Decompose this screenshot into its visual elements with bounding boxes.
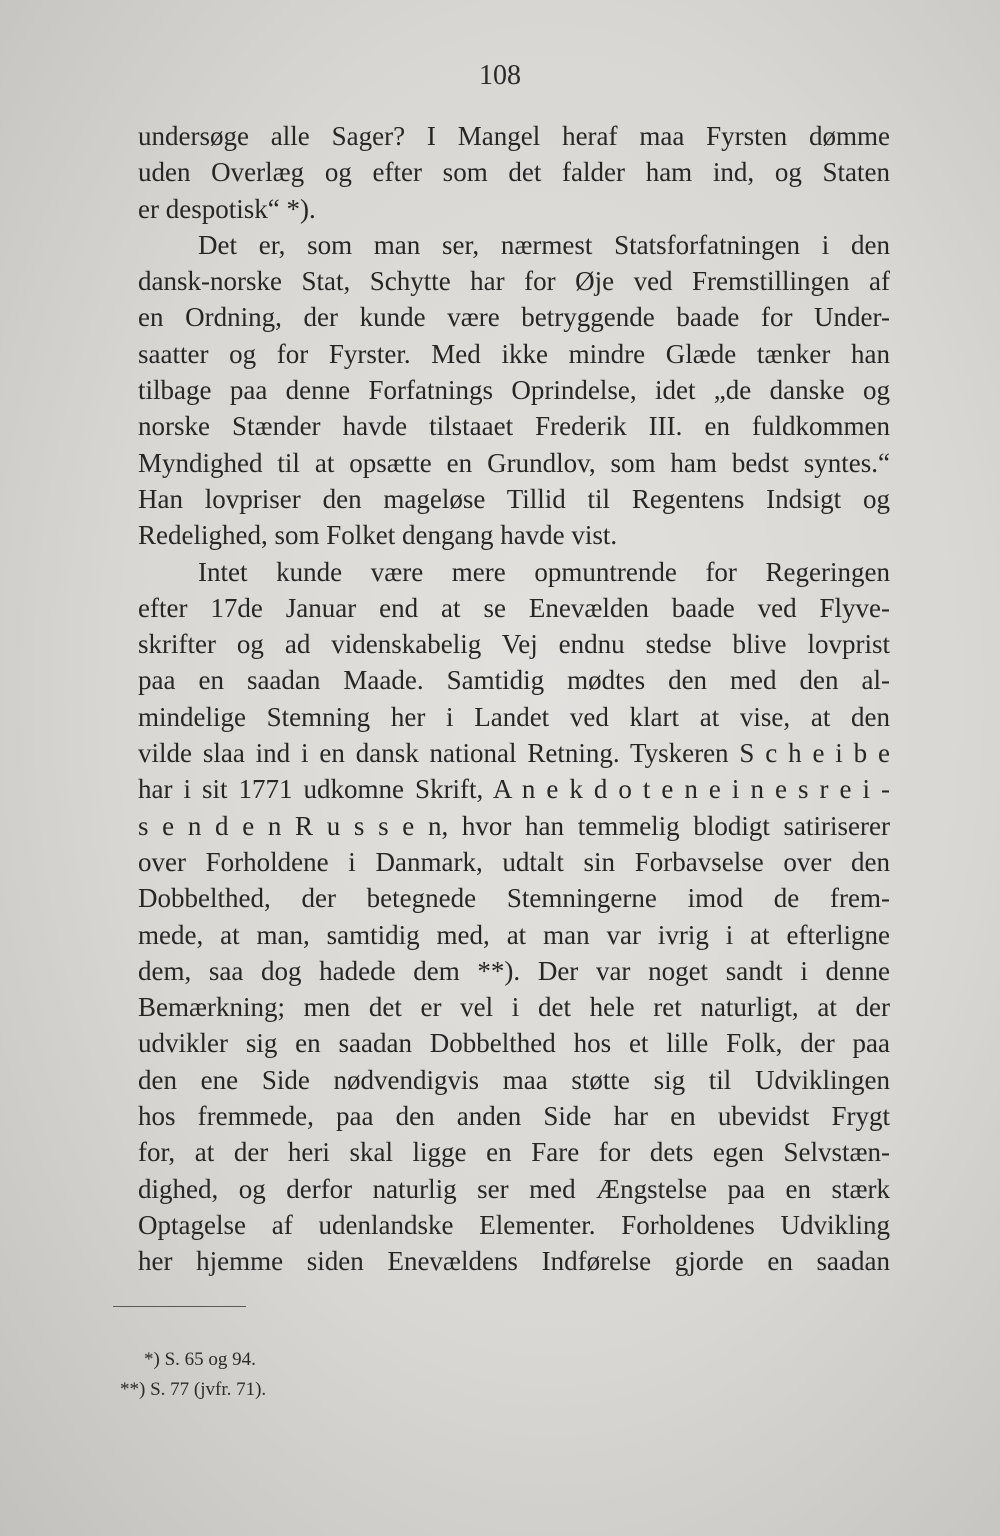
footnote-divider [113,1306,246,1307]
text-line: hos fremmede, paa den anden Side har en ubevidst Frygt [138,1101,890,1132]
text-line: har i sit 1771 udkomne Skrift, A n e k d o t e n e i n e s r e i - [138,774,890,805]
text-line: undersøge alle Sager? I Mangel heraf maa Fyrsten dømme [138,121,890,151]
text-line: Han lovpriser den mageløse Tillid til Regentens Indsigt og [138,483,890,514]
text-line: dighed, og derfor naturlig ser med Ængstelse paa en stærk [138,1173,890,1204]
text-line: Det er, som man ser, nærmest Statsforfatningen i den [198,229,890,260]
text-line: Redelighed, som Folket dengang havde vist. [138,520,618,551]
text-line: er despotisk“ *). [138,193,316,224]
text-line: over Forholdene i Danmark, udtalt sin Forbavselse over den [138,846,890,877]
text-line: Myndighed til at opsætte en Grundlov, som ham bedst syntes.“ [138,447,890,478]
text-line: s e n d e n R u s s e n, hvor han temmelig blodigt satiriserer [138,810,890,841]
text-line: mede, at man, samtidig med, at man var ivrig i at efterligne [138,919,890,950]
text-line: dem, saa dog hadede dem **). Der var noget sandt i denne [138,955,890,986]
footnote: *) S. 65 og 94. [144,1349,256,1370]
text-line: her hjemme siden Enevældens Indførelse gjorde en saadan [138,1246,890,1277]
text-line: Dobbelthed, der betegnede Stemningerne imod de frem- [138,883,890,914]
text-line: norske Stænder havde tilstaaet Frederik III. en fuldkommen [138,411,890,442]
text-line: uden Overlæg og efter som det falder ham ind, og Staten [138,157,890,188]
text-line: Intet kunde være mere opmuntrende for Regeringen [198,556,890,587]
text-line: paa en saadan Maade. Samtidig mødtes den med den al- [138,665,890,696]
text-line: vilde slaa ind i en dansk national Retning. Tyskeren S c h e i b e [138,738,890,769]
text-line: saatter og for Fyrster. Med ikke mindre Glæde tænker han [138,338,890,369]
text-line: efter 17de Januar end at se Enevælden baade ved Flyve- [138,592,890,623]
text-line: tilbage paa denne Forfatnings Oprindelse, idet „de danske og [138,375,890,406]
footnotes [120,1345,266,1405]
text-line: dansk-norske Stat, Schytte har for Øje ved Fremstillingen af [138,266,890,297]
text-line: en Ordning, der kunde være betryggende baade for Under- [138,302,890,333]
text-line: skrifter og ad videnskabelig Vej endnu stedse blive lovprist [138,629,890,660]
text-line: den ene Side nødvendigvis maa støtte sig til Udviklingen [138,1064,890,1095]
text-line: Bemærkning; men det er vel i det hele ret naturligt, at der [138,992,890,1023]
text-line: for, at der heri skal ligge en Fare for dets egen Selvstæn- [138,1137,890,1168]
footnote: **) S. 77 (jvfr. 71). [120,1379,267,1400]
text-line: udvikler sig en saadan Dobbelthed hos et lille Folk, der paa [138,1028,890,1059]
body-text [138,118,890,1280]
text-line: Optagelse af udenlandske Elementer. Forholdenes Udvikling [138,1209,890,1240]
page-number: 108 [479,60,521,91]
text-line: mindelige Stemning her i Landet ved klart at vise, at den [138,701,890,732]
